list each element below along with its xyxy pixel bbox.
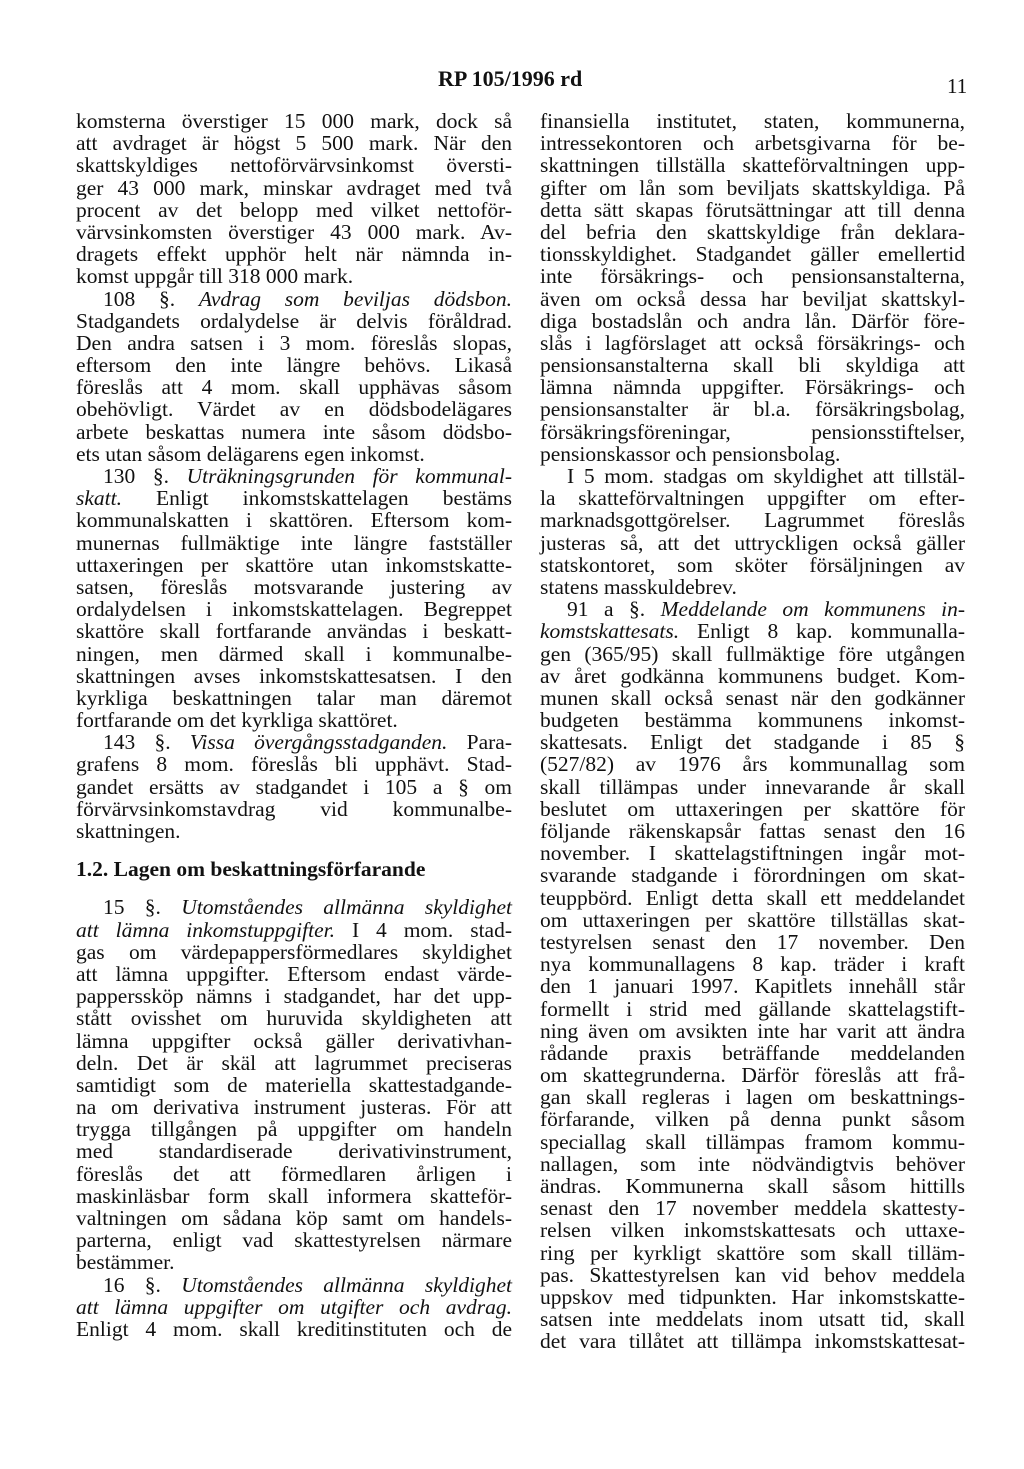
line-text: Enligt 8 kap. kommunalla-: [679, 619, 965, 644]
line-text: ändras. Kommunerna skall såsom hittills: [540, 1174, 965, 1198]
line-text: munernas fullmäktige inte längre fastställer: [76, 530, 512, 555]
text-line: [540, 753, 965, 775]
text-line: [540, 820, 965, 842]
text-line: [76, 896, 512, 918]
text-line: [76, 1118, 512, 1140]
text-line: [540, 199, 965, 221]
line-text: föreslås att 4 mom. skall upphävas såsom: [76, 375, 512, 400]
line-text: trygga tillgången på uppgifter om handeln: [76, 1117, 512, 1142]
line-text: munen skall också senast när den godkänner: [540, 685, 965, 710]
text-line: [540, 576, 965, 598]
text-line: [540, 1175, 965, 1197]
line-text: även om också dessa har beviljat skattskyl-: [540, 286, 965, 311]
line-text: diga bostadslån och andra lån. Därför före-: [540, 308, 965, 333]
line-text: Enligt inkomstskattelagen bestäms: [121, 486, 512, 511]
line-text: pensionskassor och pensionsbolag.: [540, 441, 841, 466]
text-line: [76, 154, 512, 176]
text-line: [76, 985, 512, 1007]
line-text: med standardiserade derivativinstrument,: [76, 1139, 512, 1164]
line-text: att lämna uppgifter. Eftersom endast värde-: [76, 961, 512, 986]
line-text: skattningen tillställa skatteförvaltningen upp-: [540, 153, 965, 178]
line-text: den 1 januari 1997. Kapitlets innehåll står: [540, 974, 965, 999]
line-text: tionsskyldighet. Stadgandet gäller emellertid: [540, 242, 965, 267]
line-text: intressekontoren och arbetsgivarna för be-: [540, 131, 965, 156]
line-text: ningen, men därmed skall i kommunalbe-: [76, 641, 512, 666]
text-line: [540, 1330, 965, 1352]
line-text: 15 §.: [103, 895, 182, 920]
text-line: [76, 687, 512, 709]
text-line: [76, 332, 512, 354]
text-line: [540, 1242, 965, 1264]
line-text: värvsinkomsten överstiger 43 000 mark. Av-: [76, 219, 512, 244]
line-text: förfarande, vilken på denna punkt såsom: [540, 1107, 965, 1132]
text-line: [76, 1163, 512, 1185]
text-line: [540, 354, 965, 376]
line-text: procent av det belopp med vilket nettoför-: [76, 197, 512, 222]
line-text: satsen inte meddelats inom utsatt tid, skall: [540, 1307, 965, 1332]
line-text: slås i lagförslaget att också försäkrings- och: [540, 330, 965, 355]
italic-text: skatt.: [76, 486, 122, 511]
line-text: I 5 mom. stadgas om skyldighet att tillstäl-: [567, 464, 965, 488]
line-text: marknadsgottgörelser. Lagrummet föreslås: [540, 508, 965, 533]
line-text: uttaxeringen per skattöre utan inkomstskatte-: [76, 552, 512, 577]
line-text: det vara tillåtet att tillämpa inkomstskattesat-: [540, 1329, 965, 1354]
italic-text: Utomståendes allmänna skyldighet: [181, 1272, 512, 1297]
line-text: pas. Skattestyrelsen kan vid behov meddela: [540, 1262, 965, 1287]
italic-text: Utomståendes allmänna skyldighet: [181, 895, 512, 920]
italic-text: Vissa övergångsstadganden.: [189, 730, 448, 755]
text-line: [540, 443, 965, 465]
italic-text: Meddelande om kommunens in-: [660, 597, 965, 622]
text-line: [76, 798, 512, 820]
text-line: [540, 1219, 965, 1241]
line-text: skattöre skall fortfarande användas i beskatt-: [76, 619, 512, 644]
line-text: obehövligt. Värdet av en dödsbodelägares: [76, 397, 512, 422]
text-line: [76, 963, 512, 985]
text-line: [540, 110, 965, 132]
text-line: [76, 532, 512, 554]
line-text: 130 §.: [103, 464, 187, 488]
text-line: [540, 332, 965, 354]
text-line: [540, 931, 965, 953]
text-line: [540, 1308, 965, 1330]
line-text: november. I skattelagstiftningen ingår mot-: [540, 841, 965, 866]
line-text: Stadgandets ordalydelse är delvis föråldrad.: [76, 308, 512, 333]
text-line: [76, 941, 512, 963]
text-line: [540, 620, 965, 642]
line-text: detta sätt skapas förutsättningar att till denna: [540, 197, 965, 222]
line-text: formellt i strid med gällande skattelagstift-: [540, 996, 965, 1021]
line-text: att avdraget är högst 5 500 mark. När den: [76, 131, 512, 156]
text-line: [540, 842, 965, 864]
line-text: rådande praxis beträffande meddelanden: [540, 1040, 965, 1065]
line-text: om uttaxeringen per skattöre tillställas skat-: [540, 907, 965, 932]
line-text: papperssköp nämns i stadgandet, har det upp-: [76, 984, 512, 1009]
text-line: [76, 1207, 512, 1229]
line-text: grafens 8 mom. föreslås bli upphävt. Stad-: [76, 752, 512, 777]
text-line: [540, 554, 965, 576]
text-line: [540, 1086, 965, 1108]
italic-text: Uträkningsgrunden för kommunal-: [186, 464, 513, 488]
text-line: [76, 1296, 512, 1318]
text-line: [540, 1131, 965, 1153]
text-line: [76, 1229, 512, 1251]
line-text: inte försäkrings- och pensionsanstalterna,: [540, 264, 965, 289]
line-text: om skattegrunderna. Därför föreslås att frå-: [540, 1063, 965, 1088]
text-line: [540, 265, 965, 287]
text-line: [76, 576, 512, 598]
line-text: 143 §.: [103, 730, 190, 755]
page-header: [0, 66, 1024, 96]
italic-text: Avdrag som beviljas dödsbon.: [198, 286, 512, 311]
text-line: [540, 975, 965, 997]
text-line: [76, 620, 512, 642]
text-line: [540, 421, 965, 443]
line-text: försäkringsföreningar, pensionsstiftelser,: [540, 419, 965, 444]
line-text: arbete beskattas numera inte såsom dödsbo-: [76, 419, 512, 444]
line-text: parterna, enligt vad skattestyrelsen närmare: [76, 1228, 512, 1253]
text-line: [76, 753, 512, 775]
text-line: [76, 665, 512, 687]
line-text: stått ovisshet om huruvida skyldigheten att: [76, 1006, 512, 1031]
text-line: [76, 221, 512, 243]
italic-text: att lämna inkomstuppgifter.: [76, 917, 336, 942]
text-line: [76, 110, 512, 132]
text-line: [76, 465, 512, 487]
line-text: 16 §.: [103, 1272, 182, 1297]
line-text: skattningen avses inkomstskattesatsen. I den: [76, 663, 512, 688]
line-text: nallagen, som inte nödvändigtvis behöver: [540, 1151, 965, 1176]
text-line: [540, 1042, 965, 1064]
text-line: [540, 154, 965, 176]
text-line: [540, 909, 965, 931]
text-line: [76, 443, 512, 465]
line-text: beslutet om uttaxeringen per skattöre för: [540, 796, 965, 821]
line-text: lämna nämnda uppgifter. Försäkrings- och: [540, 375, 965, 400]
line-text: senast den 17 november meddela skattesty-: [540, 1196, 965, 1221]
line-text: na om derivativa instrument justeras. För att: [76, 1095, 512, 1120]
line-text: gan skall regleras i lagen om beskattnings-: [540, 1085, 965, 1110]
text-line: [76, 243, 512, 265]
line-text: teuppbörd. Enligt detta skall ett meddelandet: [540, 885, 965, 910]
line-text: föreslås det att förmedlaren årligen i: [76, 1161, 512, 1186]
line-text: komst uppgår till 318 000 mark.: [76, 264, 354, 289]
text-line: [540, 687, 965, 709]
text-line: [76, 1096, 512, 1118]
text-line: [540, 221, 965, 243]
line-text: deln. Det är skäl att lagrummet preciseras: [76, 1050, 512, 1075]
text-line: [540, 998, 965, 1020]
text-line: [540, 1264, 965, 1286]
text-line: [76, 731, 512, 753]
text-line: [76, 376, 512, 398]
italic-text: komstskattesats.: [540, 619, 680, 644]
text-line: [540, 1153, 965, 1175]
line-text: valtningen om sådana köp samt om handels-: [76, 1206, 512, 1230]
line-text: komsterna överstiger 15 000 mark, dock så: [76, 109, 512, 133]
text-line: [540, 398, 965, 420]
line-text: ordalydelsen i inkomstskattelagen. Begreppet: [76, 597, 512, 622]
text-line: [76, 177, 512, 199]
right-text-column: [540, 110, 965, 1353]
line-text: relsen vilken inkomstskattesats och uttaxe-: [540, 1218, 965, 1243]
text-line: [540, 509, 965, 531]
line-text: ning även om avsikten inte har varit att ändra: [540, 1018, 965, 1043]
text-line: [76, 554, 512, 576]
line-text: maskinläsbar form skall informera skatteför-: [76, 1183, 512, 1208]
text-line: [76, 820, 512, 842]
line-text: skattskyldiges nettoförvärvsinkomst översti-: [76, 153, 512, 178]
text-line: [76, 1274, 512, 1296]
text-line: [540, 243, 965, 265]
text-line: [540, 310, 965, 332]
line-text: justeras så, att det uttryckligen också gäller: [540, 530, 965, 555]
text-line: [540, 532, 965, 554]
line-text: förvärvsinkomstavdrag vid kommunalbe-: [76, 796, 512, 821]
line-text: nya kommunallagens 8 kap. träder i kraft: [540, 952, 965, 977]
line-text: I 4 mom. stad-: [335, 917, 512, 942]
line-text: gen (365/95) skall fullmäktige före utgången: [540, 641, 965, 666]
line-text: följande räkenskapsår fattas senast den 16: [540, 819, 965, 843]
text-line: [540, 177, 965, 199]
text-line: [540, 132, 965, 154]
text-line: [76, 1030, 512, 1052]
text-line: [540, 887, 965, 909]
text-line: [76, 354, 512, 376]
line-text: statens masskuldebrev.: [540, 574, 737, 599]
line-text: ring per kyrkligt skattöre som skall tilläm-: [540, 1240, 965, 1265]
text-line: [540, 1197, 965, 1219]
text-line: [540, 376, 965, 398]
text-line: [76, 132, 512, 154]
line-text: eftersom den inte längre behövs. Likaså: [76, 353, 512, 378]
text-line: [540, 1064, 965, 1086]
line-text: gas om värdepappersförmedlares skyldighet: [76, 939, 512, 964]
line-text: lämna uppgifter också gäller derivativhan-: [76, 1028, 512, 1053]
italic-text: att lämna uppgifter om utgifter och avdrag.: [76, 1294, 512, 1319]
line-text: skall tillämpas under innevarande år skall: [540, 774, 965, 799]
line-text: statskontoret, som sköter försäljningen av: [540, 552, 965, 577]
text-line: [540, 1020, 965, 1042]
line-text: skattesats. Enligt det stadgande i 85 §: [540, 730, 965, 755]
line-text: dragets effekt upphör helt när nämnda in-: [76, 242, 512, 267]
text-line: [76, 919, 512, 941]
text-line: [76, 598, 512, 620]
line-text: samtidigt som de materiella skattestadgande-: [76, 1072, 512, 1097]
line-text: uppskov med tidpunkten. Har inkomstskatte-: [540, 1284, 965, 1309]
line-text: ets utan såsom delägarens egen inkomst.: [76, 441, 425, 466]
text-line: [76, 709, 512, 731]
page-number: 11: [947, 74, 968, 98]
line-text: gandet ersätts av stadgandet i 105 a § om: [76, 774, 512, 799]
line-text: Para-: [447, 730, 512, 755]
line-text: Enligt 4 mom. skall kreditinstituten och de: [76, 1316, 512, 1341]
text-line: [540, 1108, 965, 1130]
line-text: (527/82) av 1976 års kommunallag som: [540, 752, 965, 777]
line-text: testyrelsen senast den 17 november. Den: [540, 929, 965, 954]
text-line: [76, 1074, 512, 1096]
text-line: [540, 798, 965, 820]
line-text: del befria den skattskyldige från deklara-: [540, 219, 965, 244]
line-text: kommunalskatten i skattören. Eftersom kom-: [76, 508, 512, 533]
text-line: [540, 598, 965, 620]
text-line: [76, 1251, 512, 1273]
line-text: kyrkliga beskattningen talar man däremot: [76, 685, 512, 710]
text-line: [76, 776, 512, 798]
text-line: [76, 1007, 512, 1029]
text-line: [76, 487, 512, 509]
line-text: svarande stadgande i förordningen om skat-: [540, 863, 965, 888]
line-text: pensionsanstalter är bl.a. försäkringsbolag,: [540, 397, 965, 422]
text-line: [540, 953, 965, 975]
text-line: [76, 288, 512, 310]
text-line: [76, 310, 512, 332]
left-text-column: [76, 110, 512, 1340]
line-text: gifter om lån som beviljats skattskyldiga. På: [540, 175, 965, 200]
text-line: [540, 864, 965, 886]
text-line: [76, 1318, 512, 1340]
text-line: [540, 643, 965, 665]
line-text: skattningen.: [76, 819, 181, 843]
line-text: 91 a §.: [567, 597, 661, 622]
text-line: [76, 509, 512, 531]
line-text: 108 §.: [103, 286, 199, 311]
text-line: [76, 1052, 512, 1074]
text-line: [76, 643, 512, 665]
text-line: [76, 1140, 512, 1162]
line-text: budgeten bestämma kommunens inkomst-: [540, 708, 965, 733]
text-line: [540, 288, 965, 310]
line-text: Den andra satsen i 3 mom. föreslås slopas,: [76, 330, 512, 355]
text-line: [76, 398, 512, 420]
text-line: [76, 199, 512, 221]
text-line: [540, 487, 965, 509]
line-text: finansiella institutet, staten, kommunerna,: [540, 109, 965, 133]
line-text: ger 43 000 mark, minskar avdraget med två: [76, 175, 512, 200]
line-text: la skatteförvaltningen uppgifter om efter-: [540, 486, 965, 511]
line-text: bestämmer.: [76, 1250, 175, 1275]
text-line: [540, 776, 965, 798]
line-text: speciallag skall tillämpas framom kommu-: [540, 1129, 965, 1154]
text-line: [76, 1185, 512, 1207]
line-text: fortfarande om det kyrkliga skattöret.: [76, 708, 398, 733]
section-heading: 1.2. Lagen om beskattningsförfarande: [76, 857, 426, 882]
text-line: [540, 709, 965, 731]
text-line: [540, 665, 965, 687]
text-line: [540, 1286, 965, 1308]
text-line: [76, 265, 512, 287]
line-text: av året godkänna kommunens budget. Kom-: [540, 663, 965, 688]
text-line: [540, 465, 965, 487]
text-line: [540, 731, 965, 753]
line-text: satsen, föreslås motsvarande justering av: [76, 574, 512, 599]
line-text: pensionsanstalterna skall bli skyldiga att: [540, 353, 965, 378]
document-title: RP 105/1996 rd: [438, 66, 583, 91]
text-line: [76, 421, 512, 443]
